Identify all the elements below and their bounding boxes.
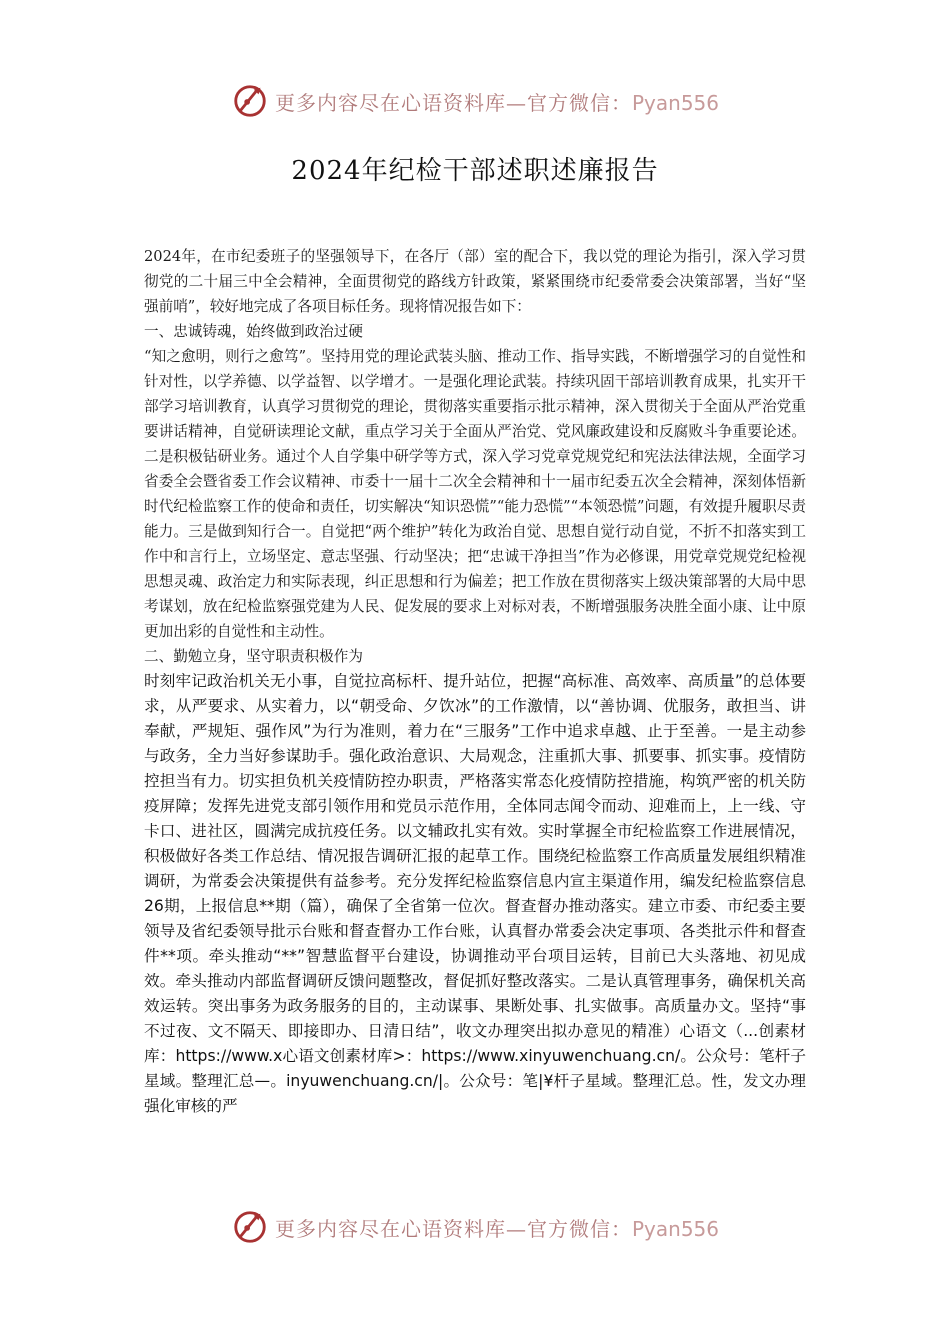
page-title: 2024年纪检干部述职述廉报告 — [291, 156, 659, 186]
watermark-banner-top — [0, 82, 950, 120]
banner-text: 更多内容尽在心语资料库—官方微信：Pyan556 — [274, 1216, 719, 1241]
section-2-paragraph: 时刻牢记政治机关无小事，自觉拉高标杆、提升站位，把握“高标准、高效率、高质量”的总体要求，从严要求、从实着力，以“朝受命、夕饮冰”的工作激情，以“善协调、优服务，敢担当、讲奉献，严规矩、强作风”为行为准则，着力在“三服务”工作中追求卓越、止于至善。一是主动参与政务，全力当好参谋助手。强化政治意识、大局观念，注重抓大事、抓要事、抓实事。疫情防控担当有力。切实担负机关疫情防控办职责，严格落实常态化疫情防控措施，构筑严密的机关防疫屏障；发挥先进党支部引领作用和党员示范作用，全体同志闻令而动、迎难而上，上一线、守卡口、进社区，圆满完成抗疫任务。以文辅政扎实有效。实时掌握全市纪检监察工作进展情况，积极做好各类工作总结、情况报告调研汇报的起草工作。围绕纪检监察工作高质量发展组织精准调研，为常委会决策提供有益参考。充分发挥纪检监察信息内宣主渠道作用，编发纪检监察信息26期，上报信息**期（篇），确保了全省第一位次。督查督办推动落实。建立市委、市纪委主要领导及省纪委领导批示台账和督查督办工作台账，认真督办常委会决定事项、各类批示件和督查件**项。牵头推动“**”智慧监督平台建设，协调推动平台项目运转，目前已大头落地、初见成效。牵头推动内部监督调研反馈问题整改，督促抓好整改落实。二是认真管理事务，确保机关高效运转。突出事务为政务服务的目的，主动谋事、果断处事、扎实做事。高质量办文。坚持“事不过夜、文不隔天、即接即办、日清日结”，收文办理突出拟办意见的精准）心语文（...创素材库：https://www.x心语文创素材库>：https://www.xinyuwenchuang.cn/。公众号：笔杆子星域。整理汇总—。inyuwenchuang.cn/|。公众号：笔|¥杆子星域。整理汇总。性，发文办理强化审核的严 — [144, 672, 806, 1115]
section-1-heading: 一、忠诚铸魂，始终做到政治过硬 — [144, 323, 363, 340]
banner-account: Pyan556 — [631, 1216, 719, 1241]
section-2-heading: 二、勤勉立身，坚守职责积极作为 — [144, 648, 363, 665]
document-body — [144, 244, 806, 1119]
section-1-paragraph: “知之愈明，则行之愈笃”。坚持用党的理论武装头脑、推动工作、指导实践，不断增强学习的自觉性和针对性，以学养德、以学益智、以学增才。一是强化理论武装。持续巩固干部培训教育成果，扎实开干部学习培训教育，认真学习贯彻党的理论，贯彻落实重要指示批示精神，深入贯彻关于全面从严治党重要讲话精神，自觉研读理论文献，重点学习关于全面从严治党、党风廉政建设和反腐败斗争重要论述。二是积极钻研业务。通过个人自学集中研学等方式，深入学习党章党规党纪和宪法法律法规，全面学习省委全会暨省委工作会议精神、市委十一届十二次全会精神和十一届市纪委五次全会精神，深刻体悟新时代纪检监察工作的使命和责任，切实解决“知识恐慌”“能力恐慌”“本领恐慌”问题，有效提升履职尽责能力。三是做到知行合一。自觉把“两个维护”转化为政治自觉、思想自觉行动自觉，不折不扣落实到工作中和言行上，立场坚定、意志坚强、行动坚决；把“忠诚干净担当”作为必修课，用党章党规党纪检视思想灵魂、政治定力和实际表现，纠正思想和行为偏差；把工作放在贯彻落实上级决策部署的大局中思考谋划，放在纪检监察强党建为人民、促发展的要求上对标对表，不断增强服务决胜全面小康、让中原更加出彩的自觉性和主动性。 — [144, 348, 806, 640]
brand-logo-icon — [231, 1208, 269, 1246]
banner-account: Pyan556 — [631, 90, 719, 115]
brand-logo-icon — [231, 82, 269, 120]
watermark-banner-bottom — [0, 1208, 950, 1246]
intro-paragraph: 2024年，在市纪委班子的坚强领导下，在各厅（部）室的配合下，我以党的理论为指引，深入学习贯彻党的二十届三中全会精神，全面贯彻党的路线方针政策，紧紧围绕市纪委常委会决策部署，当好“坚强前哨”，较好地完成了各项目标任务。现将情况报告如下： — [144, 248, 806, 315]
banner-text: 更多内容尽在心语资料库—官方微信：Pyan556 — [274, 90, 719, 115]
